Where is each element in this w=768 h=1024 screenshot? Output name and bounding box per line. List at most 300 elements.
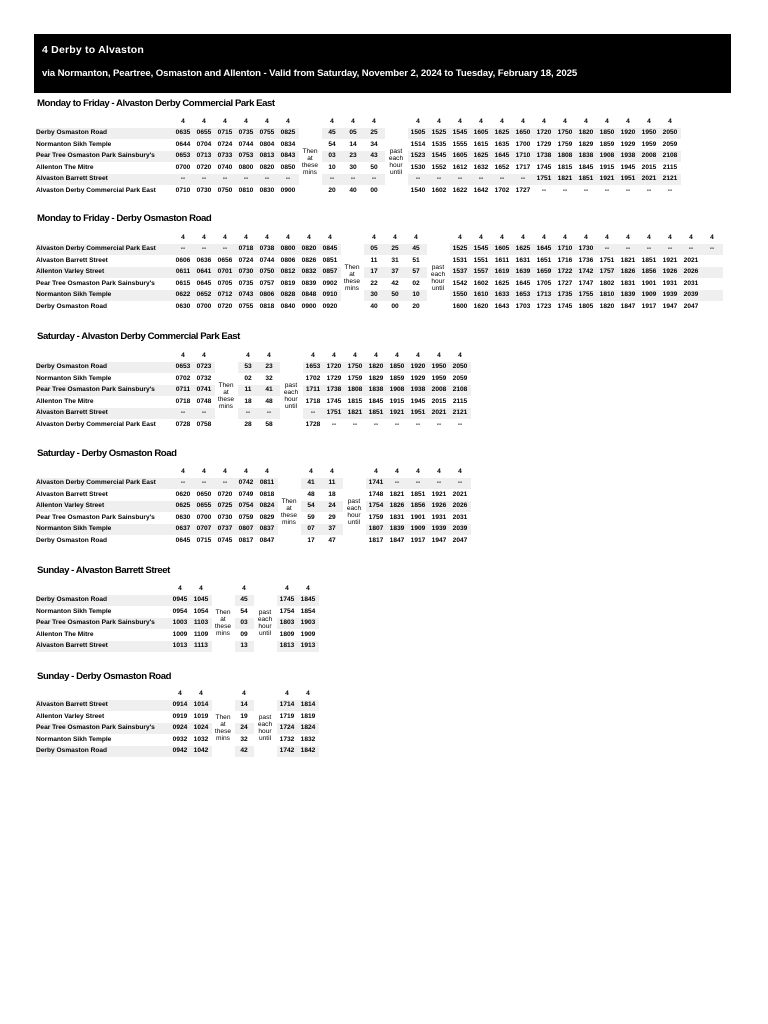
timetable-row	[36, 174, 681, 186]
departure-time: 0800	[278, 244, 299, 256]
departure-time: 1727	[515, 186, 531, 194]
freq-spacer	[212, 583, 235, 595]
departure-time: 0818	[259, 302, 275, 310]
departure-time: 0825	[278, 128, 299, 140]
departure-time: 1714	[277, 700, 298, 712]
stop-name: Pear Tree Osmaston Park Sainsbury's	[36, 513, 155, 521]
departure-time: 1605	[492, 244, 513, 256]
departure-time: 1032	[193, 735, 209, 743]
departure-time: 1808	[555, 151, 576, 163]
departure-time: 1947	[431, 536, 447, 544]
departure-time: 1717	[515, 163, 531, 171]
departure-time: 0635	[173, 128, 194, 140]
timetable-table	[36, 688, 319, 757]
timetable-row	[36, 385, 471, 397]
timetable-row	[36, 278, 723, 290]
departure-time: 1903	[298, 618, 319, 630]
route-number: 4	[285, 689, 289, 697]
departure-time: 2021	[452, 490, 468, 498]
departure-time: 0740	[217, 163, 233, 171]
frequency-note-then	[212, 700, 235, 758]
route-number: 4	[710, 233, 714, 241]
departure-time: 0655	[194, 501, 215, 513]
route-number: 4	[311, 351, 315, 359]
departure-time: 1939	[660, 290, 681, 302]
timetable-row	[36, 501, 471, 513]
departure-time: 0900	[301, 302, 317, 310]
departure-time: 1742	[576, 267, 597, 279]
minutes-past-hour: 37	[385, 267, 406, 279]
departure-time: --	[215, 244, 236, 256]
departure-time: 1750	[345, 362, 366, 374]
departure-time: --	[562, 186, 568, 194]
departure-time: 2031	[683, 279, 699, 287]
stop-name: Alvaston Barrett Street	[36, 490, 108, 498]
departure-time: 1851	[641, 256, 657, 264]
minutes-past-hour: 34	[370, 140, 378, 148]
minutes-past-hour: 05	[364, 244, 385, 256]
departure-time: 0650	[196, 490, 212, 498]
departure-time: 1813	[277, 641, 298, 653]
departure-time: --	[618, 244, 639, 256]
departure-time: 0720	[217, 490, 233, 498]
departure-time: --	[173, 244, 194, 256]
frequency-note-text: at	[220, 616, 226, 624]
freq-spacer	[215, 350, 238, 362]
section-title: Monday to Friday - Derby Osmaston Road	[37, 213, 212, 224]
departure-time: --	[702, 244, 723, 256]
frequency-note-text: past	[431, 264, 445, 271]
departure-time: 1755	[576, 290, 597, 302]
minutes-past-hour: 53	[238, 362, 259, 374]
timetable-row	[36, 244, 723, 256]
stop-name: Alvaston Derby Commercial Park East	[36, 186, 156, 194]
departure-time: 2047	[452, 536, 468, 544]
departure-time: 1552	[431, 163, 447, 171]
departure-time: 2026	[450, 501, 471, 513]
route-number: 4	[244, 233, 248, 241]
minutes-past-hour: 45	[322, 128, 343, 140]
departure-time: 1550	[450, 290, 471, 302]
timetable-row	[36, 396, 471, 408]
departure-time: 1014	[191, 700, 212, 712]
route-number: 4	[479, 233, 483, 241]
stop-name: Pear Tree Osmaston Park Sainsbury's	[36, 385, 173, 397]
minutes-past-hour: 45	[406, 244, 427, 256]
departure-time: 1631	[515, 256, 531, 264]
route-number: 4	[479, 117, 483, 125]
route-number: 4	[286, 117, 290, 125]
departure-time: 0622	[173, 290, 194, 302]
stop-name: Normanton Sikh Temple	[36, 607, 112, 615]
route-number: 4	[458, 233, 462, 241]
departure-time: 1738	[324, 385, 345, 397]
departure-time: 0724	[238, 256, 254, 264]
timetable-row	[36, 512, 471, 524]
departure-time: 1620	[473, 302, 489, 310]
route-number-row	[36, 232, 723, 244]
stop-name: Derby Osmaston Road	[36, 536, 108, 544]
departure-time: 0615	[175, 279, 191, 287]
departure-time: 1754	[366, 501, 387, 513]
timetable-row	[36, 290, 723, 302]
minutes-past-hour: 24	[322, 501, 343, 513]
departure-time: --	[471, 174, 492, 186]
departure-time: 1653	[303, 362, 324, 374]
departure-time: 2059	[452, 374, 468, 382]
departure-time: 0834	[280, 140, 296, 148]
freq-spacer	[427, 232, 450, 244]
departure-time: 1659	[534, 267, 555, 279]
departure-time: 0829	[259, 513, 275, 521]
departure-time: 0725	[215, 501, 236, 513]
stop-name: Derby Osmaston Road	[36, 595, 170, 607]
route-number: 4	[202, 467, 206, 475]
timetable-row	[36, 595, 319, 607]
minutes-past-hour: 45	[235, 595, 254, 607]
departure-time: --	[215, 478, 236, 490]
departure-time: 0749	[238, 490, 254, 498]
frequency-note-text: hour	[347, 512, 361, 519]
departure-time: --	[387, 478, 408, 490]
stop-name: Allenton The Mitre	[36, 397, 94, 405]
timetable-table	[36, 116, 681, 197]
departure-time: 1951	[618, 174, 639, 186]
departure-time: 1748	[368, 490, 384, 498]
departure-time: 0750	[257, 267, 278, 279]
frequency-note-text: hour	[258, 728, 272, 736]
departure-time: 0743	[236, 290, 257, 302]
frequency-note-past	[254, 595, 277, 653]
departure-time: 2015	[641, 163, 657, 171]
route-number: 4	[395, 351, 399, 359]
departure-time: 1917	[410, 536, 426, 544]
frequency-note-text: at	[220, 721, 226, 729]
departure-time: 1845	[578, 163, 594, 171]
minutes-past-hour: 58	[265, 420, 273, 428]
departure-time: --	[646, 186, 652, 194]
departure-time: 1639	[513, 267, 534, 279]
departure-time: 1757	[597, 267, 618, 279]
departure-time: --	[236, 174, 257, 186]
departure-time: 0850	[280, 163, 296, 171]
frequency-note-text: until	[284, 403, 298, 410]
departure-time: 1632	[473, 163, 489, 171]
departure-time: 0733	[215, 151, 236, 163]
section-title: Saturday - Derby Osmaston Road	[37, 448, 177, 459]
departure-time: 1530	[410, 163, 426, 171]
minutes-past-hour: 20	[328, 186, 336, 194]
frequency-note-text: at	[307, 155, 313, 162]
departure-time	[702, 267, 723, 279]
departure-time: 1921	[387, 408, 408, 420]
departure-time: 0655	[194, 128, 215, 140]
departure-time: 0715	[215, 128, 236, 140]
frequency-note-text: until	[431, 285, 445, 292]
departure-time: 1838	[366, 385, 387, 397]
departure-time: 1915	[389, 397, 405, 405]
timetable-row	[36, 524, 471, 536]
departure-time: 0653	[173, 362, 194, 374]
departure-time: 1950	[429, 362, 450, 374]
route-number: 4	[521, 117, 525, 125]
departure-time: 2021	[429, 408, 450, 420]
departure-time: 1045	[191, 595, 212, 607]
minutes-past-hour: --	[259, 408, 280, 420]
minutes-past-hour: 54	[328, 140, 336, 148]
departure-time: 0811	[257, 478, 278, 490]
departure-time: 1945	[620, 163, 636, 171]
frequency-note-text: Then	[218, 382, 234, 389]
departure-time: 1847	[389, 536, 405, 544]
departure-time: 0702	[175, 374, 191, 382]
departure-time: --	[373, 420, 379, 428]
timetable-row	[36, 419, 471, 431]
timetable-subtitle: via Normanton, Peartree, Osmaston and Allenton - Valid from Saturday, November 2, 2024 to Tuesday, February 18, 2025	[42, 68, 578, 79]
minutes-past-hour: 51	[412, 256, 420, 264]
departure-time: 1814	[298, 700, 319, 712]
departure-time: 1831	[620, 279, 636, 287]
minutes-past-hour: 11	[238, 385, 259, 397]
departure-time: 1754	[279, 607, 295, 615]
departure-time: 1710	[555, 244, 576, 256]
minutes-past-hour: 37	[322, 524, 343, 536]
departure-time: 2050	[450, 362, 471, 374]
departure-time: 0837	[257, 524, 278, 536]
frequency-note-text: these	[217, 396, 235, 403]
departure-time: 2021	[683, 256, 699, 264]
departure-time: 1908	[387, 385, 408, 397]
route-number: 4	[500, 117, 504, 125]
minutes-past-hour: --	[238, 408, 259, 420]
departure-time: 1720	[534, 128, 555, 140]
departure-time: 2108	[660, 151, 681, 163]
departure-time: 1908	[597, 151, 618, 163]
frequency-note-then	[215, 362, 238, 431]
departure-time: 1945	[410, 397, 426, 405]
minutes-past-hour: 28	[244, 420, 252, 428]
frequency-note-past	[427, 244, 450, 313]
departure-time: 1838	[576, 151, 597, 163]
departure-time: 0744	[238, 140, 254, 148]
frequency-note-text: at	[349, 271, 355, 278]
minutes-past-hour: 41	[301, 478, 322, 490]
freq-spacer	[341, 232, 364, 244]
stop-name: Pear Tree Osmaston Park Sainsbury's	[36, 618, 170, 630]
departure-time: 1815	[557, 163, 573, 171]
departure-time: 2039	[681, 290, 702, 302]
departure-time: 2031	[452, 513, 468, 521]
departure-time: --	[408, 174, 429, 186]
minutes-past-hour: 07	[301, 524, 322, 536]
departure-time: 1635	[494, 140, 510, 148]
route-number: 4	[605, 233, 609, 241]
departure-time: 0630	[175, 513, 191, 521]
route-number: 4	[306, 689, 310, 697]
minutes-past-hour: 41	[259, 385, 280, 397]
stop-name: Allenton Varley Street	[36, 501, 173, 513]
stop-name: Pear Tree Osmaston Park Sainsbury's	[36, 151, 173, 163]
departure-time: 0705	[217, 279, 233, 287]
departure-time: 1705	[536, 279, 552, 287]
timetable-row	[36, 128, 681, 140]
departure-time: --	[278, 174, 299, 186]
route-number: 4	[500, 233, 504, 241]
departure-time: 0945	[170, 595, 191, 607]
route-number: 4	[202, 351, 206, 359]
minutes-past-hour: 32	[240, 735, 248, 743]
departure-time: 1807	[366, 524, 387, 536]
departure-time: 0757	[259, 279, 275, 287]
departure-time: 2108	[450, 385, 471, 397]
frequency-note-text: hour	[389, 162, 403, 169]
frequency-note-then	[299, 128, 322, 197]
departure-time: 0826	[301, 256, 317, 264]
departure-time: 2121	[450, 408, 471, 420]
frequency-note-text: until	[347, 519, 361, 526]
departure-time: 1525	[429, 128, 450, 140]
departure-time: --	[436, 420, 442, 428]
timetable-table	[36, 583, 319, 652]
departure-time: 0645	[196, 279, 212, 287]
route-number: 4	[265, 233, 269, 241]
stop-name: Derby Osmaston Road	[36, 302, 108, 310]
departure-time: 1600	[452, 302, 468, 310]
minutes-past-hour: 03	[235, 618, 254, 630]
departure-time: 1917	[641, 302, 657, 310]
departure-time: 0730	[217, 513, 233, 521]
minutes-past-hour: 02	[244, 374, 252, 382]
timetable-row	[36, 151, 681, 163]
frequency-note-text: these	[214, 728, 232, 736]
departure-time: 1921	[662, 256, 678, 264]
minutes-past-hour: 18	[244, 397, 252, 405]
departure-time: 0755	[257, 128, 278, 140]
freq-spacer	[212, 688, 235, 700]
departure-time: --	[173, 174, 194, 186]
timetable-table	[36, 232, 723, 313]
frequency-note-text: at	[223, 389, 229, 396]
departure-time: --	[597, 244, 618, 256]
departure-time: 0820	[299, 244, 320, 256]
departure-time: 0804	[259, 140, 275, 148]
departure-time: 1938	[408, 385, 429, 397]
departure-time: --	[604, 186, 610, 194]
departure-time: 1921	[597, 174, 618, 186]
departure-time: 0652	[194, 290, 215, 302]
departure-time: 0810	[238, 186, 254, 194]
minutes-past-hour: 30	[349, 163, 357, 171]
departure-time: 1751	[534, 174, 555, 186]
frequency-note-text: each	[430, 271, 446, 278]
departure-time: 1728	[305, 420, 321, 428]
departure-time: 1054	[193, 607, 209, 615]
departure-time: 0707	[194, 524, 215, 536]
departure-time: 1959	[431, 374, 447, 382]
departure-time: 0700	[175, 163, 191, 171]
departure-time: --	[303, 408, 324, 420]
route-number: 4	[668, 117, 672, 125]
frequency-note-text: Then	[215, 609, 231, 617]
departure-time: 1829	[368, 374, 384, 382]
departure-time: 1938	[618, 151, 639, 163]
departure-time: 1819	[300, 712, 316, 720]
departure-time: 0732	[196, 374, 212, 382]
departure-time: 1850	[597, 128, 618, 140]
departure-time: 1540	[410, 186, 426, 194]
departure-time: --	[457, 420, 463, 428]
departure-time: 1745	[536, 163, 552, 171]
departure-time: 1525	[450, 244, 471, 256]
departure-time: 1736	[578, 256, 594, 264]
departure-time: 2039	[450, 524, 471, 536]
route-number: 4	[181, 117, 185, 125]
departure-time: 0910	[320, 290, 341, 302]
departure-time: 1716	[557, 256, 573, 264]
route-number: 4	[242, 584, 246, 592]
departure-time: 1735	[555, 290, 576, 302]
departure-time: 1651	[536, 256, 552, 264]
departure-time: 1722	[555, 267, 576, 279]
timetable-row	[36, 185, 681, 197]
departure-time: 0845	[320, 244, 341, 256]
freq-spacer	[343, 466, 366, 478]
minutes-past-hour: 05	[343, 128, 364, 140]
stop-name: Allenton The Mitre	[36, 630, 94, 638]
route-number: 4	[223, 117, 227, 125]
route-number: 4	[372, 233, 376, 241]
timetable-row	[36, 267, 723, 279]
departure-time: 1826	[618, 267, 639, 279]
departure-time: 0737	[215, 524, 236, 536]
departure-time: 1535	[431, 140, 447, 148]
departure-time: 0704	[196, 140, 212, 148]
departure-time: 1723	[536, 302, 552, 310]
minutes-past-hour: 40	[349, 186, 357, 194]
departure-time: 0851	[322, 256, 338, 264]
minutes-past-hour: 18	[328, 490, 336, 498]
minutes-past-hour: 31	[391, 256, 399, 264]
departure-time: --	[583, 186, 589, 194]
departure-time: 1702	[494, 186, 510, 194]
route-number: 4	[605, 117, 609, 125]
route-number: 4	[178, 584, 182, 592]
departure-time: --	[450, 478, 471, 490]
departure-time: 0713	[194, 151, 215, 163]
departure-time: 1718	[305, 397, 321, 405]
departure-time: 0742	[236, 478, 257, 490]
freq-spacer	[254, 583, 277, 595]
minutes-past-hour: 17	[307, 536, 315, 544]
route-number: 4	[689, 233, 693, 241]
departure-time: 0745	[217, 536, 233, 544]
departure-time: 1537	[450, 267, 471, 279]
stop-name: Alvaston Barrett Street	[36, 256, 108, 264]
route-number: 4	[181, 467, 185, 475]
minutes-past-hour: 54	[301, 501, 322, 513]
departure-time: 0715	[196, 536, 212, 544]
departure-time: 1611	[494, 256, 510, 264]
route-number: 4	[626, 117, 630, 125]
route-number: 4	[395, 467, 399, 475]
stop-header-cell	[36, 116, 173, 128]
route-number: 4	[199, 689, 203, 697]
departure-time: 2115	[452, 397, 468, 405]
departure-time: 1802	[599, 279, 615, 287]
departure-time: 1759	[557, 140, 573, 148]
stop-name: Alvaston Derby Commercial Park East	[36, 478, 173, 490]
minutes-past-hour: 14	[235, 700, 254, 712]
